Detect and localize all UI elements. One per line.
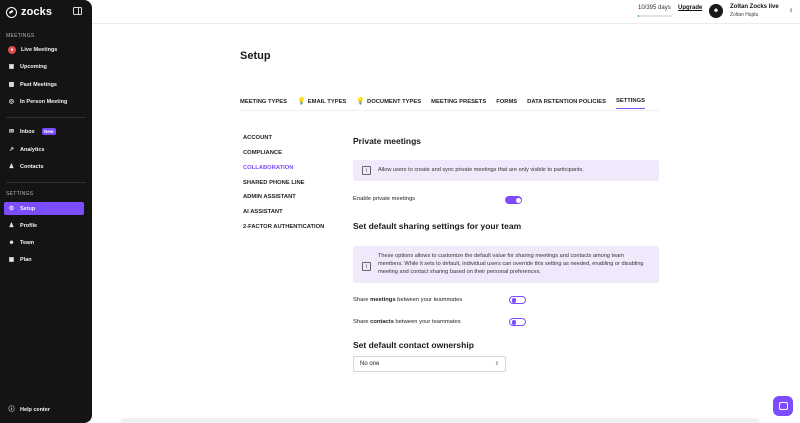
share-meetings-label — [353, 297, 462, 303]
tab-label: MEETING PRESETS — [431, 98, 487, 105]
label-prefix: Share — [353, 297, 371, 303]
trial-progress-bar — [638, 15, 672, 17]
sidebar-item-label: Setup — [20, 205, 36, 212]
sidebar-item-label: Upcoming — [20, 63, 47, 70]
sidebar-item-plan[interactable] — [4, 253, 84, 266]
label-suffix: between your teammates — [395, 297, 463, 303]
zocks-logo-icon — [6, 7, 17, 18]
tab-label: MEETING TYPES — [240, 98, 288, 105]
user-name[interactable]: Zoltan Zocks live — [730, 4, 779, 10]
subnav-ai-assistant[interactable]: AI ASSISTANT — [243, 209, 283, 215]
subnav-account[interactable]: ACCOUNT — [243, 135, 272, 141]
chevron-updown-icon[interactable]: ⇕ — [789, 8, 794, 14]
team-avatar-icon: ☻ — [712, 8, 720, 14]
subnav-admin-assistant[interactable]: ADMIN ASSISTANT — [243, 194, 296, 200]
subnav-compliance[interactable]: COMPLIANCE — [243, 150, 282, 156]
sidebar-item-label: Analytics — [20, 146, 45, 153]
sidebar-item-past-meetings[interactable] — [4, 78, 84, 91]
tab-document-types[interactable] — [356, 98, 421, 109]
info-icon: i — [362, 262, 371, 271]
sharing-settings-info — [353, 246, 659, 283]
sidebar-item-label: Past Meetings — [20, 81, 57, 88]
contact-ownership-select[interactable] — [353, 356, 506, 372]
calendar-icon: ▣ — [8, 63, 15, 70]
team-icon: ☻ — [8, 239, 15, 246]
tab-settings[interactable] — [616, 98, 645, 109]
meetings-section-label: MEETINGS — [6, 33, 35, 39]
subnav-2-factor-authentication[interactable]: 2-FACTOR AUTHENTICATION — [243, 224, 325, 230]
sidebar-item-label: In Person Meeting — [20, 98, 68, 105]
label-bold: meetings — [370, 297, 396, 303]
sidebar-item-profile[interactable] — [4, 219, 84, 232]
sidebar-item-label: Profile — [20, 222, 38, 229]
tab-label: FORMS — [496, 98, 518, 105]
sidebar-item-setup[interactable] — [4, 202, 84, 215]
share-meetings-toggle[interactable] — [509, 296, 526, 304]
tab-label: DATA RETENTION POLICIES — [527, 98, 606, 105]
sidebar-item-label: Contacts — [20, 163, 44, 170]
tab-forms[interactable] — [496, 99, 517, 109]
tab-meeting-types[interactable] — [240, 99, 287, 109]
inbox-icon: ✉ — [8, 128, 15, 135]
sidebar-divider — [6, 117, 86, 118]
sidebar-item-live-meetings[interactable] — [4, 43, 84, 56]
tabs-divider — [240, 110, 660, 111]
tab-bar — [240, 98, 645, 109]
info-icon: i — [362, 166, 371, 175]
user-subtitle: Zoltan Hajdu — [730, 12, 759, 18]
avatar[interactable] — [709, 4, 723, 18]
sidebar-item-inbox[interactable] — [4, 125, 84, 138]
sidebar-item-label: Team — [20, 239, 34, 246]
sharing-settings-title: Set default sharing settings for your team — [353, 221, 522, 231]
contact-ownership-title: Set default contact ownership — [353, 340, 474, 350]
tab-label: DOCUMENT TYPES — [367, 98, 422, 105]
enable-private-meetings-label: Enable private meetings — [353, 196, 416, 202]
help-center-label: Help center — [20, 406, 50, 413]
sidebar-item-label: Live Meetings — [21, 46, 58, 53]
calendar-check-icon: ▦ — [8, 81, 15, 88]
person-icon: ♟ — [8, 222, 15, 229]
new-badge: New — [42, 128, 56, 135]
subnav-collaboration[interactable]: COLLABORATION — [243, 165, 294, 171]
settings-section-label: SETTINGS — [6, 191, 34, 197]
circle-icon: ◎ — [8, 98, 15, 105]
page-title: Setup — [240, 50, 271, 62]
help-center-link[interactable] — [4, 403, 84, 416]
contacts-icon: ♟ — [8, 163, 15, 170]
chat-button[interactable] — [773, 396, 793, 416]
plan-icon: ▣ — [8, 256, 15, 263]
chevron-updown-icon: ⇕ — [494, 361, 499, 367]
tab-label: SETTINGS — [615, 98, 645, 104]
trial-days: 10/395 days — [638, 5, 671, 11]
tab-data-retention-policies[interactable] — [527, 99, 606, 109]
private-meetings-info — [353, 160, 659, 181]
upgrade-link[interactable]: Upgrade — [678, 5, 703, 11]
private-meetings-title: Private meetings — [353, 136, 422, 146]
tab-email-types[interactable] — [297, 98, 346, 109]
sidebar-item-contacts[interactable] — [4, 160, 84, 173]
label-prefix: Share — [353, 319, 371, 325]
collapse-sidebar-icon[interactable] — [73, 7, 82, 15]
sidebar-divider — [6, 182, 86, 183]
info-text: These options allows to customize the default value for sharing meetings and contacts among team members. While it sets to default, individual users can override this setting as needed, enabling or disabling meeting and contact sharing based on their personal preferences. — [378, 253, 644, 276]
live-icon: ● — [8, 46, 16, 54]
enable-private-meetings-toggle[interactable] — [505, 196, 522, 204]
help-icon: ⓘ — [8, 406, 15, 413]
lightbulb-icon: 💡 — [356, 98, 366, 105]
tab-meeting-presets[interactable] — [431, 99, 486, 109]
info-text: Allow users to create and sync private meetings that are only visible to participants. — [378, 167, 584, 174]
sidebar-item-team[interactable] — [4, 236, 84, 249]
share-contacts-label — [353, 319, 461, 325]
lightbulb-icon: 💡 — [297, 98, 306, 105]
analytics-icon: ↗ — [8, 146, 15, 153]
sidebar-item-upcoming[interactable] — [4, 60, 84, 73]
tab-label: EMAIL TYPES — [307, 98, 347, 105]
share-contacts-toggle[interactable] — [509, 318, 526, 326]
sidebar-item-label: Plan — [20, 256, 32, 263]
chat-icon — [779, 402, 788, 410]
sidebar-item-in-person-meeting[interactable] — [4, 95, 84, 108]
footer-panel — [120, 418, 760, 423]
sidebar — [0, 0, 92, 423]
label-bold: contacts — [370, 319, 394, 325]
brand-name: zocks — [21, 6, 53, 18]
select-value: No one — [360, 361, 380, 367]
gear-icon: ⚙ — [8, 205, 15, 212]
trial-progress-fill — [638, 15, 639, 17]
sidebar-item-label: Inbox — [20, 128, 35, 135]
sidebar-item-analytics[interactable] — [4, 143, 84, 156]
label-suffix: between your teammates — [393, 319, 461, 325]
brand-logo[interactable] — [6, 6, 52, 18]
subnav-shared-phone-line[interactable]: SHARED PHONE LINE — [243, 180, 305, 186]
topbar-divider — [92, 23, 800, 24]
